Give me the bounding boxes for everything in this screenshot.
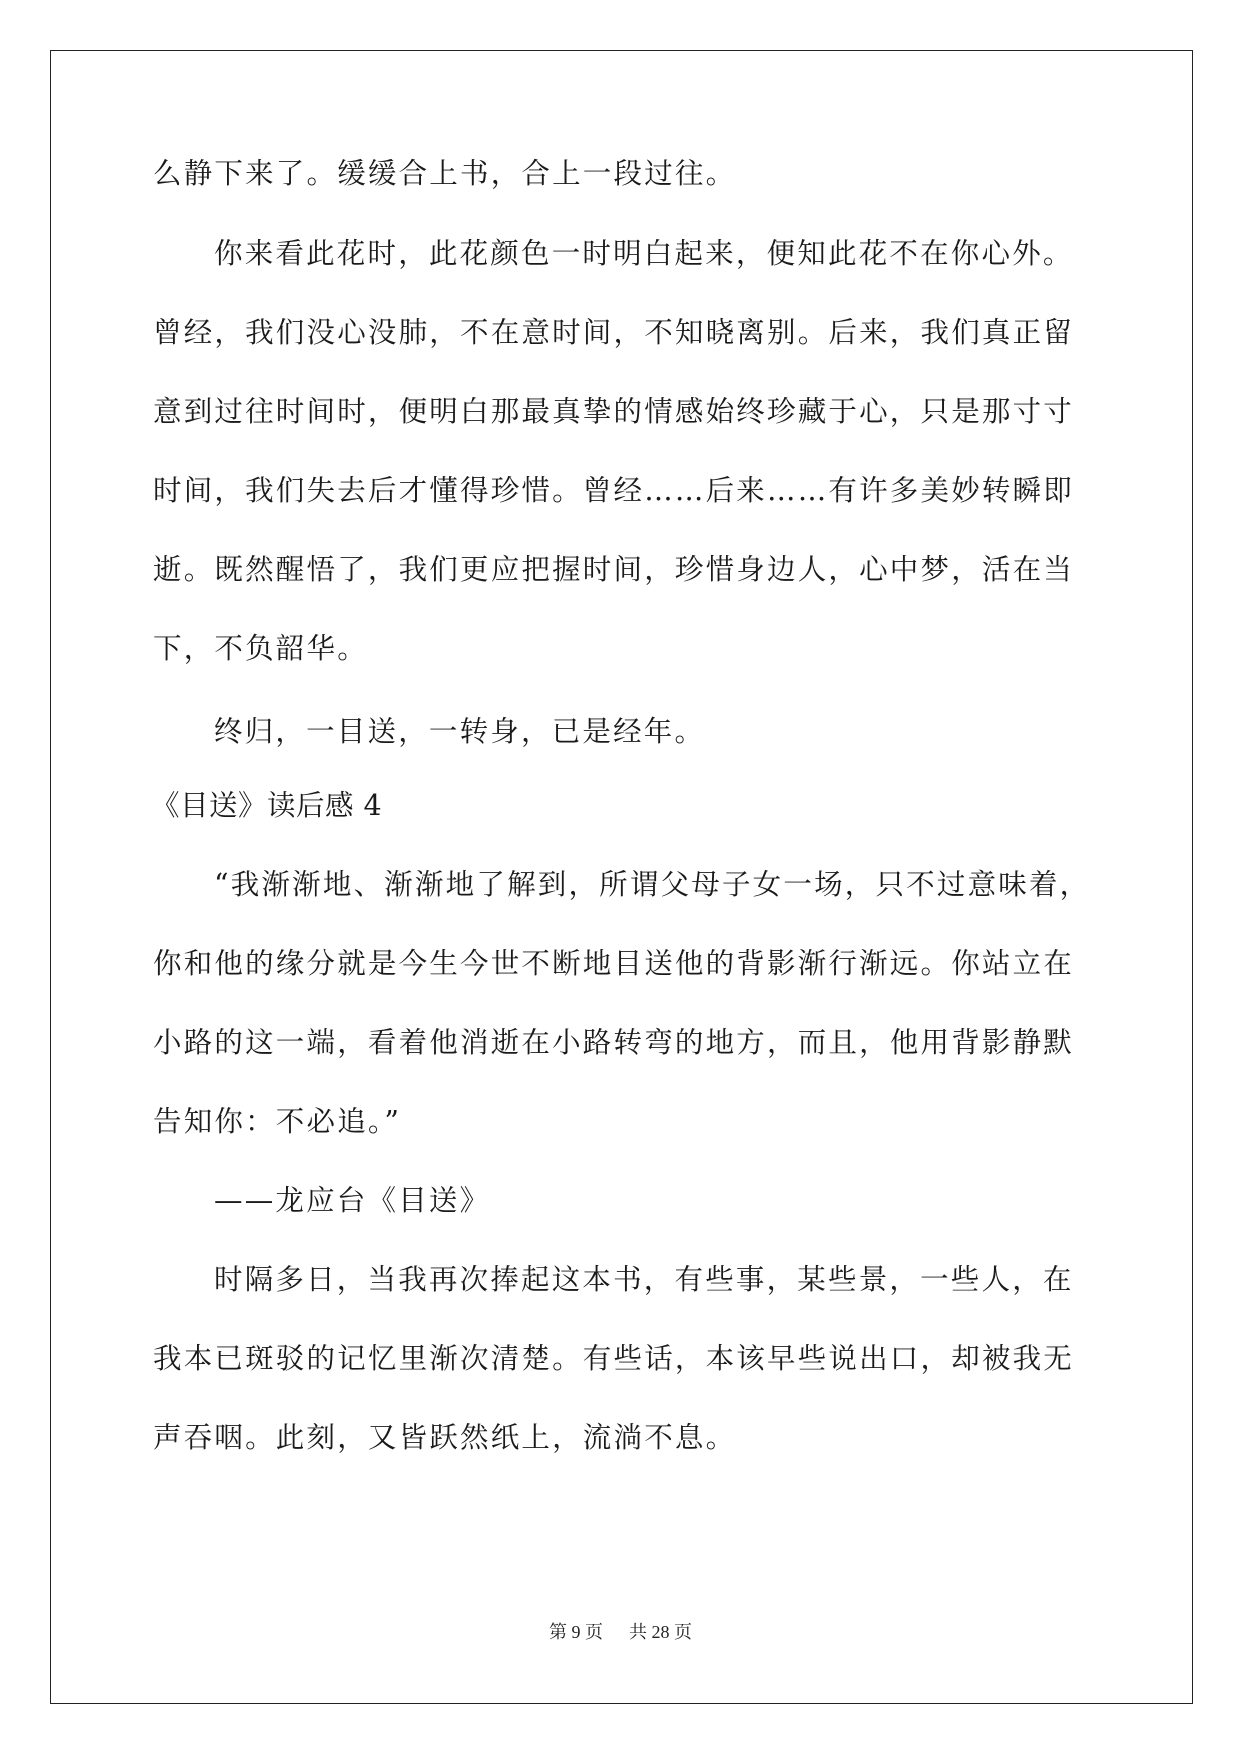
body-line: 终归，一目送，一转身，已是经年。 — [214, 715, 706, 748]
section-heading: 《目送》读后感 4 — [151, 789, 383, 822]
page-footer — [0, 1618, 1241, 1644]
quote-line: “我渐渐地、渐渐地了解到，所谓父母子女一场，只不过意味着， — [214, 868, 1091, 901]
body-line: 么静下来了。缓缓合上书，合上一段过往。 — [153, 157, 737, 190]
page-number: 第 9 页 — [549, 1622, 603, 1642]
quote-line: 小路的这一端，看着他消逝在小路转弯的地方，而且，他用背影静默 — [153, 1026, 1075, 1059]
body-line: 逝。既然醒悟了，我们更应把握时间，珍惜身边人，心中梦，活在当 — [153, 553, 1075, 586]
body-line: 声吞咽。此刻，又皆跃然纸上，流淌不息。 — [153, 1421, 737, 1454]
body-line: 曾经，我们没心没肺，不在意时间，不知晓离别。后来，我们真正留 — [153, 316, 1075, 349]
body-line: 意到过往时间时，便明白那最真挚的情感始终珍藏于心，只是那寸寸 — [153, 395, 1075, 428]
page-total: 共 28 页 — [629, 1622, 692, 1642]
body-line: 时间，我们失去后才懂得珍惜。曾经……后来……有许多美妙转瞬即 — [153, 474, 1075, 507]
quote-attribution: ——龙应台《目送》 — [214, 1184, 491, 1217]
body-line: 我本已斑驳的记忆里渐次清楚。有些话，本该早些说出口，却被我无 — [153, 1342, 1075, 1375]
quote-line: 告知你：不必追。” — [153, 1105, 402, 1138]
body-line: 你来看此花时，此花颜色一时明白起来，便知此花不在你心外。 — [214, 237, 1074, 270]
quote-line: 你和他的缘分就是今生今世不断地目送他的背影渐行渐远。你站立在 — [153, 947, 1075, 980]
body-line: 下，不负韶华。 — [153, 632, 368, 665]
body-line: 时隔多日，当我再次捧起这本书，有些事，某些景，一些人，在 — [214, 1263, 1074, 1296]
